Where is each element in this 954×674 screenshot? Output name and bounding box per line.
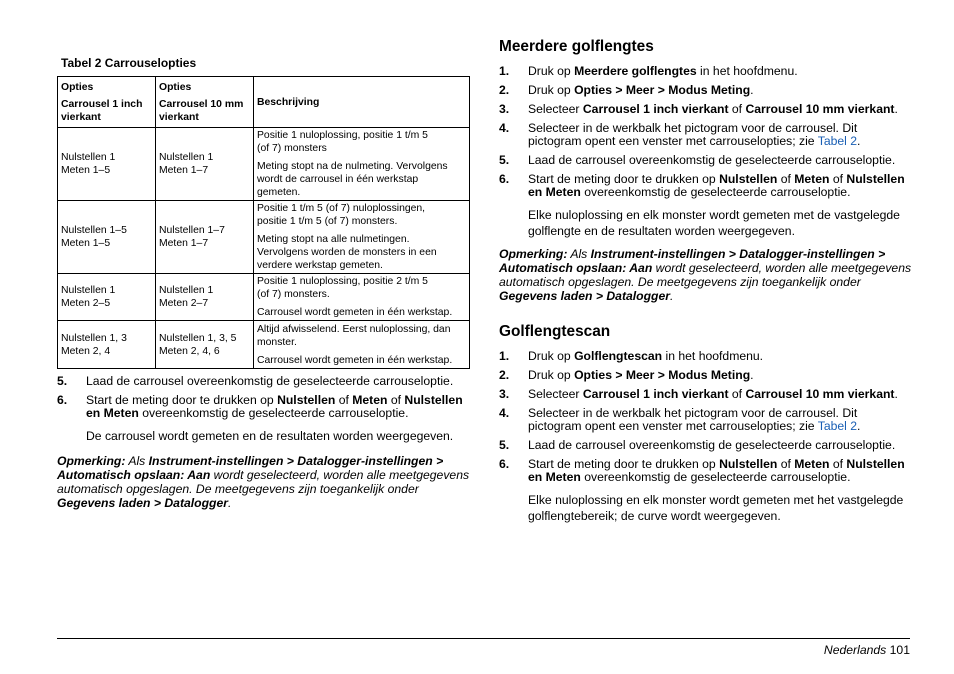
step-5: 5. Laad de carrousel overeenkomstig de geselecteerde carrouseloptie.: [499, 153, 896, 167]
cell-option-1inch: Nulstellen 1, 3 Meten 2, 4: [58, 321, 156, 369]
left-column: [57, 56, 470, 510]
step-6: 6. Start de meting door te drukken op Nulstellen of Meten of Nulstellen en Meten overeenkomstig de geselecteerde carrouseloptie. De carrousel wordt gemeten en de resultaten worden weergegeven.: [57, 394, 470, 444]
cell-description: Altijd afwisselend. Eerst nuloplossing, dan monster. Carrousel wordt gemeten in één werkstap.: [254, 321, 470, 369]
step-6-result: Elke nuloplossing en elk monster wordt gemeten met de vastgelegde golflengte en de resultaten worden weergegeven.: [528, 208, 900, 238]
step-1: 1. Druk op Golflengtescan in het hoofdmenu.: [499, 349, 764, 363]
step-4: 4. Selecteer in de werkbalk het pictogram voor de carrousel. Dit pictogram opent een venster met carrouselopties; zie Tabel 2.: [499, 406, 861, 433]
step-4: 4. Selecteer in de werkbalk het pictogram voor de carrousel. Dit pictogram opent een venster met carrouselopties; zie Tabel 2.: [499, 121, 861, 148]
cell-description: Positie 1 nuloplossing, positie 2 t/m 5 (of 7) monsters. Carrousel wordt gemeten in één werkstap.: [254, 274, 470, 321]
cell-option-10mm: Nulstellen 1–7 Meten 1–7: [156, 201, 254, 274]
footer-rule: [57, 638, 910, 639]
cell-option-1inch: Nulstellen 1 Meten 2–5: [58, 274, 156, 321]
note-datalogger: Opmerking: Als Instrument-instellingen > Datalogger-instellingen > Automatisch opslaan: Aan wordt geselecteerd, worden alle meetgegevens automatisch opgeslagen. De meetgegevens zijn toegankelijk onder Gegevens laden > Datalogger.: [57, 454, 470, 510]
step-3: 3. Selecteer Carrousel 1 inch vierkant of Carrousel 10 mm vierkant.: [499, 387, 898, 401]
step-2: 2. Druk op Opties > Meer > Modus Meting.: [499, 368, 754, 382]
multiple-wavelengths-steps: [499, 65, 914, 239]
table-row: [58, 128, 470, 201]
table-2-link[interactable]: Tabel 2: [817, 134, 858, 148]
table-2-link[interactable]: Tabel 2: [817, 419, 858, 433]
table-header-row: [58, 77, 470, 128]
header-options-1inch: Opties Carrousel 1 inch vierkant: [58, 77, 156, 128]
table-row: [58, 201, 470, 274]
step-6: 6. Start de meting door te drukken op Nulstellen of Meten of Nulstellen en Meten overeenkomstig de geselecteerde carrouseloptie. Elke nuloplossing en elk monster wordt gemeten met het vastgelegde golflengtebereik; de curve wordt weergegeven.: [499, 458, 914, 524]
step-6: 6. Start de meting door te drukken op Nulstellen of Meten of Nulstellen en Meten overeenkomstig de geselecteerde carrouseloptie. Elke nuloplossing en elk monster wordt gemeten met de vastgelegde golflengte en de resultaten worden weergegeven.: [499, 173, 914, 239]
page-footer: [824, 643, 910, 657]
step-5: 5. Laad de carrousel overeenkomstig de geselecteerde carrouseloptie.: [499, 438, 896, 452]
header-options-10mm: Opties Carrousel 10 mm vierkant: [156, 77, 254, 128]
left-steps-list: [57, 375, 470, 444]
section-title-wavelength-scan: Golflengtescan: [499, 323, 611, 340]
header-description: Beschrijving: [254, 77, 470, 128]
step-5: 5. Laad de carrousel overeenkomstig de geselecteerde carrouseloptie.: [57, 374, 454, 388]
step-2: 2. Druk op Opties > Meer > Modus Meting.: [499, 83, 754, 97]
cell-option-10mm: Nulstellen 1 Meten 1–7: [156, 128, 254, 201]
step-6-result: De carrousel wordt gemeten en de resultaten worden weergegeven.: [86, 429, 454, 443]
table-row: [58, 274, 470, 321]
cell-option-1inch: Nulstellen 1 Meten 1–5: [58, 128, 156, 201]
note-datalogger: Opmerking: Als Instrument-instellingen > Datalogger-instellingen > Automatisch opslaan: Aan wordt geselecteerd, worden alle meetgegevens automatisch opgeslagen. De meetgegevens zijn toegankelijk onder Gegevens laden > Datalogger.: [499, 247, 912, 303]
table-row: [58, 321, 470, 369]
carousel-options-table: [57, 76, 470, 369]
step-3: 3. Selecteer Carrousel 1 inch vierkant of Carrousel 10 mm vierkant.: [499, 102, 898, 116]
cell-description: Positie 1 nuloplossing, positie 1 t/m 5 (of 7) monsters Meting stopt na de nulmeting. Vervolgens wordt de carrousel in één werkstap gemeten.: [254, 128, 470, 201]
right-column: [499, 38, 914, 530]
cell-description: Positie 1 t/m 5 (of 7) nuloplossingen, positie 1 t/m 5 (of 7) monsters. Meting stopt na alle nulmetingen. Vervolgens worden de monsters in een verdere werkstap gemeten.: [254, 201, 470, 274]
page-number: 101: [889, 643, 910, 657]
step-6-result: Elke nuloplossing en elk monster wordt gemeten met het vastgelegde golflengtebereik; de curve wordt weergegeven.: [528, 493, 904, 523]
wavelength-scan-steps: [499, 350, 914, 524]
cell-option-10mm: Nulstellen 1 Meten 2–7: [156, 274, 254, 321]
table-caption: Tabel 2 Carrouselopties: [61, 56, 197, 70]
step-1: 1. Druk op Meerdere golflengtes in het hoofdmenu.: [499, 64, 798, 78]
footer-language: Nederlands: [823, 643, 887, 657]
section-title-multiple-wavelengths: Meerdere golflengtes: [499, 38, 654, 55]
cell-option-1inch: Nulstellen 1–5 Meten 1–5: [58, 201, 156, 274]
cell-option-10mm: Nulstellen 1, 3, 5 Meten 2, 4, 6: [156, 321, 254, 369]
